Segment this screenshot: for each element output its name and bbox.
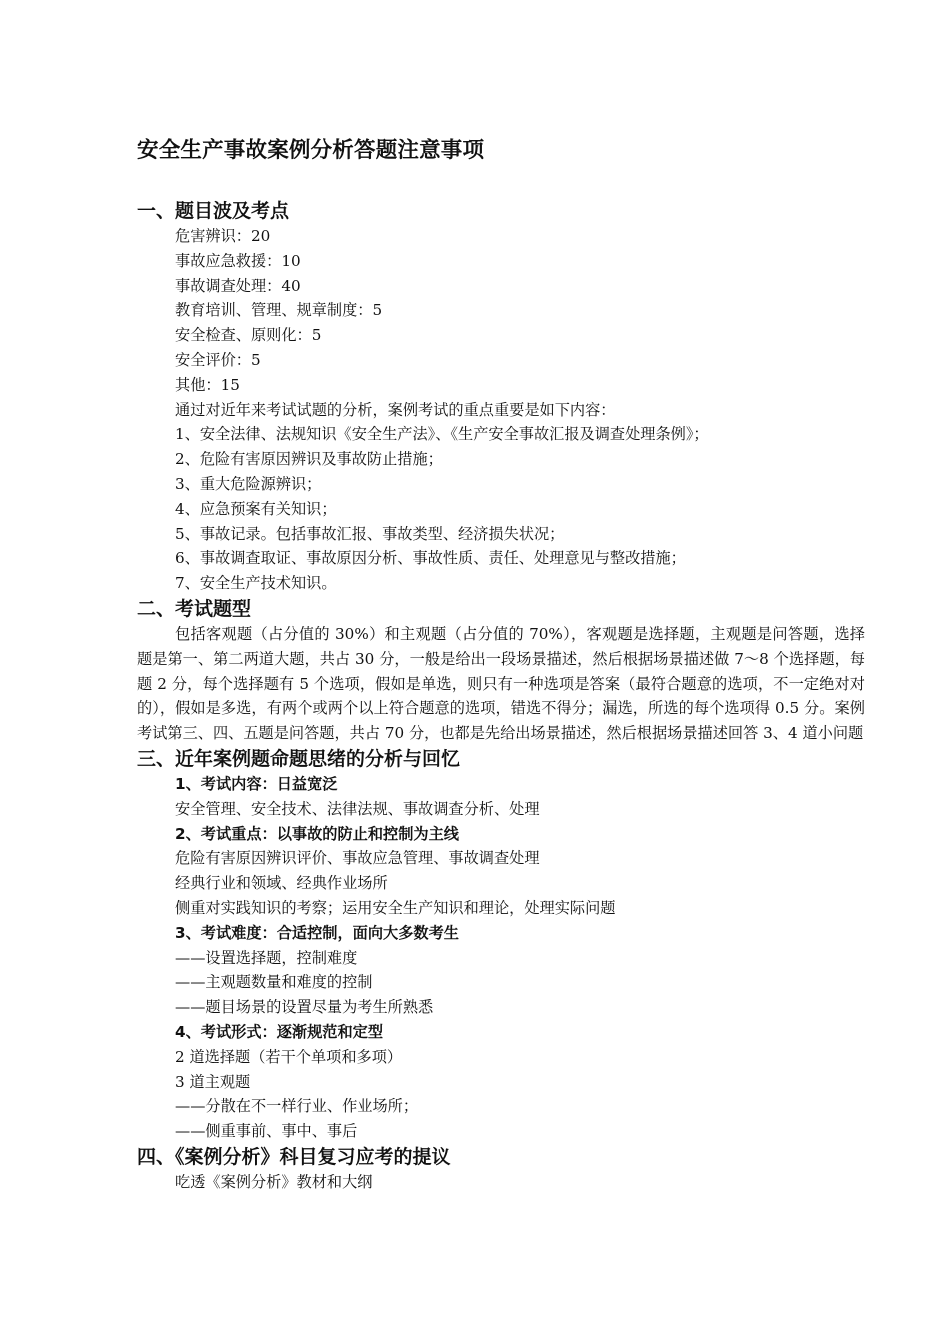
list-item: 4、应急预案有关知识； <box>175 499 337 518</box>
subsection-heading: 1、考试内容：日益宽泛 <box>175 774 338 793</box>
body-line: 其他：15 <box>175 375 240 394</box>
subsection-heading: 4、考试形式：逐渐规范和定型 <box>175 1022 384 1041</box>
body-line: ——分散在不一样行业、作业场所； <box>175 1097 418 1116</box>
body-line: ——侧重事前、事中、事后 <box>175 1122 358 1141</box>
document-title: 安全生产事故案例分析答题注意事项 <box>137 138 485 163</box>
body-line: 通过对近年来考试试题的分析，案例考试的重点重要是如下内容： <box>175 400 616 419</box>
list-item: 5、事故记录。包括事故汇报、事故类型、经济损失状况； <box>175 524 565 543</box>
body-line: 安全管理、安全技术、法律法规、事故调查分析、处理 <box>175 799 540 818</box>
body-line: ——主观题数量和难度的控制 <box>175 973 373 992</box>
body-line: 危害辨识：20 <box>175 227 271 245</box>
body-line: 事故调查处理：40 <box>175 276 301 295</box>
list-item: 1、安全法律、法规知识《安全生产法》、《生产安全事故汇报及调查处理条例》； <box>175 425 709 444</box>
section-heading: 四、《案例分析》科目复习应考的提议 <box>137 1145 451 1168</box>
subsection-heading: 2、考试重点：以事故的防止和控制为主线 <box>175 824 459 843</box>
body-line: 安全检查、原则化：5 <box>175 326 322 345</box>
section-heading: 二、考试题型 <box>137 597 252 620</box>
body-line: ——题目场景的设置尽量为考生所熟悉 <box>175 998 434 1017</box>
body-line: 3 道主观题 <box>175 1072 251 1091</box>
list-item: 2、危险有害原因辨识及事故防止措施； <box>175 450 443 469</box>
body-line: ——设置选择题，控制难度 <box>175 948 358 967</box>
list-item: 7、安全生产技术知识。 <box>175 574 337 593</box>
subsection-heading: 3、考试难度：合适控制，面向大多数考生 <box>175 923 459 942</box>
document-body <box>137 198 867 1195</box>
body-line: 教育培训、管理、规章制度：5 <box>175 301 383 320</box>
body-line: 2 道选择题（若干个单项和多项） <box>175 1047 403 1066</box>
section-heading: 一、题目波及考点 <box>137 200 290 222</box>
section-question-types <box>137 596 867 746</box>
list-item: 6、事故调查取证、事故原因分析、事故性质、责任、处理意见与整改措施； <box>175 549 686 568</box>
list-item: 3、重大危险源辨识； <box>175 474 322 493</box>
body-line: 危险有害原因辨识评价、事故应急管理、事故调查处理 <box>175 849 540 868</box>
body-paragraph: 包括客观题（占分值的 30%）和主观题（占分值的 70%），客观题是选择题，主观题是问答题，选择题是第一、第二两道大题，共占 30 分，一般是给出一段场景描述，然后根据场景描述做 7～8 个选择题，每题 2 分，每个选择题有 5 个选项，假如是单选，则只有一种选项是答案（最符合题意的选项，不一定绝对对的），假如是多选，有两个或两个以上符合题意的选项，错选不得分；漏选，所选的每个选项得 0.5 分。案例考试第三、四、五题是问答题，共占 70 分，也都是先给出场景描述，然后根据场景描述回答 3、4 道小问题 <box>137 624 865 743</box>
section-recent-analysis <box>137 746 867 1144</box>
section-exam-topics <box>137 198 867 596</box>
section-heading: 三、近年案例题命题思绪的分析与回忆 <box>137 747 461 770</box>
body-line: 侧重对实践知识的考察；运用安全生产知识和理论，处理实际问题 <box>175 898 616 917</box>
body-line: 吃透《案例分析》教材和大纲 <box>175 1172 373 1191</box>
body-line: 安全评价：5 <box>175 350 261 369</box>
section-study-advice <box>137 1144 867 1195</box>
body-line: 经典行业和领域、经典作业场所 <box>175 874 388 893</box>
body-line: 事故应急救援：10 <box>175 251 301 270</box>
